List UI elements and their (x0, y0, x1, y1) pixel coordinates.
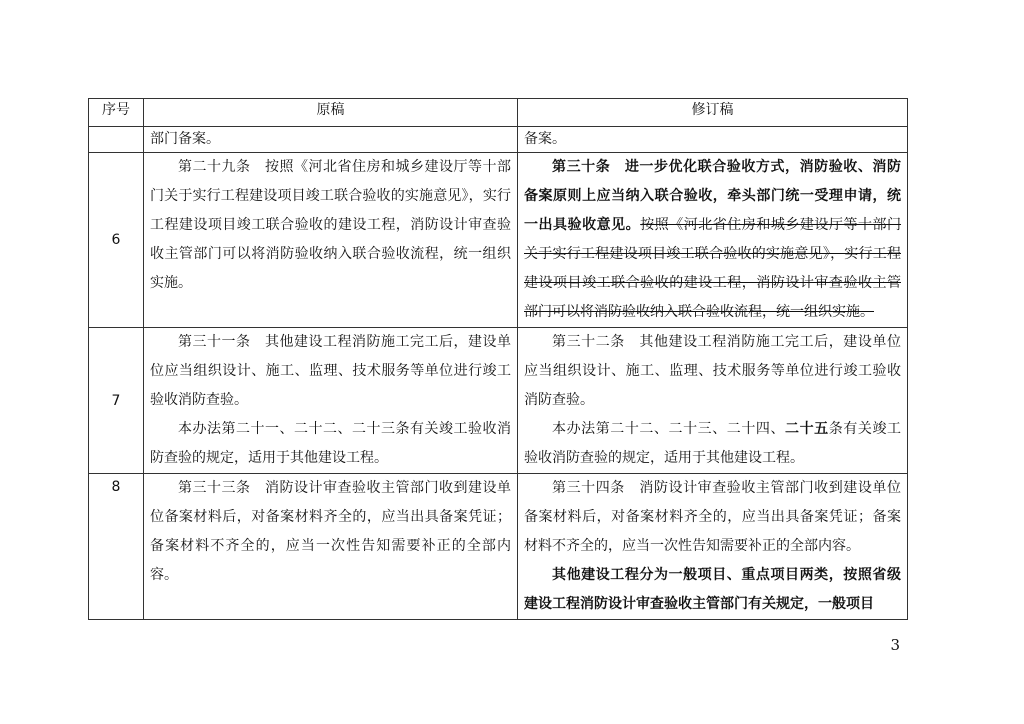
revised-paragraph (524, 153, 901, 327)
revised-text: 条有关竣工验收消防查验的规定，适用于其他建设工程。 (524, 421, 902, 466)
seq-cell: 6 (89, 153, 144, 328)
revised-cell (518, 328, 908, 474)
original-text: 第三十一条 其他建设工程消防施工完工后，建设单位应当组织设计、施工、监理、技术服务等单位进行竣工验收消防查验。 (150, 334, 511, 408)
header-revised: 修订稿 (518, 99, 908, 127)
revised-text: 备案。 (524, 131, 566, 147)
original-cell (144, 153, 518, 328)
seq-cell-empty (89, 127, 144, 153)
revised-paragraph (524, 415, 901, 473)
table-header-row (89, 99, 908, 127)
original-text: 部门备案。 (150, 131, 220, 147)
revised-text: 第三十二条 其他建设工程消防施工完工后，建设单位应当组织设计、施工、监理、技术服务等单位进行竣工验收消防查验。 (524, 334, 901, 408)
seq-cell: 8 (89, 474, 144, 620)
revised-text: 本办法第二十二、二十三、二十四、 (552, 421, 786, 437)
page-number: 3 (890, 636, 900, 654)
header-seq: 序号 (89, 99, 144, 127)
revised-cell (518, 474, 908, 620)
original-text: 第三十三条 消防设计审查验收主管部门收到建设单位备案材料后，对备案材料齐全的，应当出具备案凭证；备案材料不齐全的，应当一次性告知需要补正的全部内容。 (150, 480, 511, 583)
original-cell (144, 127, 518, 153)
revised-deleted-text: 按照《河北省住房和城乡建设厅等十部门关于实行工程建设项目竣工联合验收的实施意见》，实行工程建设项目竣工联合验收的建设工程，消防设计审查验收主管部门可以将消防验收纳入联合验收流程，统一组织实施。 (524, 217, 902, 320)
header-original: 原稿 (144, 99, 518, 127)
revised-cell (518, 153, 908, 328)
revised-cell (518, 127, 908, 153)
revised-added-text: 其他建设工程分为一般项目、重点项目两类，按照省级建设工程消防设计审查验收主管部门有关规定，一般项目 (524, 567, 901, 612)
original-cell (144, 474, 518, 620)
revised-added-text: 二十五 (785, 421, 829, 437)
table-row (89, 153, 908, 328)
original-cell (144, 328, 518, 474)
table-row (89, 474, 908, 620)
revised-text: 第三十四条 消防设计审查验收主管部门收到建设单位备案材料后，对备案材料齐全的，应当出具备案凭证；备案材料不齐全的，应当一次性告知需要补正的全部内容。 (524, 480, 901, 554)
comparison-table (88, 98, 908, 620)
revised-added-text: 第三十条 进一步优化联合验收方式，消防验收、消防备案原则上应当纳入联合验收，牵头部门统一受理申请，统一出具验收意见。 (524, 159, 901, 233)
seq-cell: 7 (89, 328, 144, 474)
original-text: 本办法第二十一、二十二、二十三条有关竣工验收消防查验的规定，适用于其他建设工程。 (150, 421, 511, 466)
table-row (89, 127, 908, 153)
table-row (89, 328, 908, 474)
original-text: 第二十九条 按照《河北省住房和城乡建设厅等十部门关于实行工程建设项目竣工联合验收的实施意见》，实行工程建设项目竣工联合验收的建设工程，消防设计审查验收主管部门可以将消防验收纳入联合验收流程，统一组织实施。 (150, 159, 511, 291)
